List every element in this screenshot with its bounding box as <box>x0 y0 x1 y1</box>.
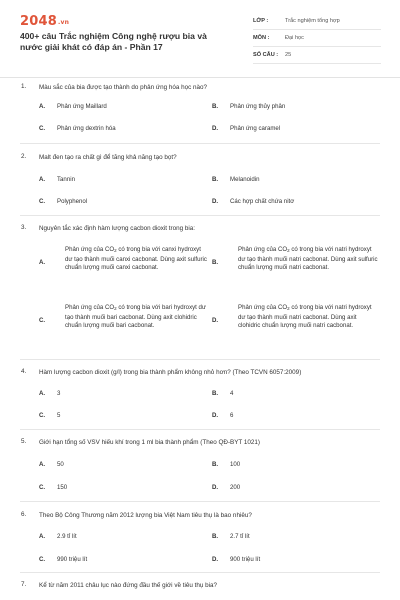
option-text: 4 <box>230 390 234 397</box>
header-divider <box>0 77 400 78</box>
option-text: Phản ứng của $CO_2$ có trong bia với bari hydroxyt dư tạo thành muối bari cacbonat. Dùng axit clohidric chuẩn lượng muối bari cacbonat. <box>65 304 207 330</box>
option-text: Phản ứng của $CO_2$ có trong bia với natri hydroxyt dư tạo thành muối natri cacbonat. Dùng axit sulfuric chuẩn lượng muối natri cacbonat. <box>238 246 378 272</box>
option-text: 900 triệu lít <box>230 556 261 563</box>
question-text: Theo Bộ Công Thương năm 2012 lượng bia Việt Nam tiêu thụ là bao nhiêu? <box>39 512 252 519</box>
option-text: Phản ứng thủy phân <box>230 103 286 110</box>
option-text: 200 <box>230 484 241 491</box>
option-letter: B. <box>212 461 219 468</box>
question-text: Hàm lượng cacbon dioxit (g/l) trong bia thành phẩm không nhỏ hơn? (Theo TCVN 6057:2009) <box>39 369 302 376</box>
option-text: 2.7 tỉ lít <box>230 533 250 540</box>
option-letter: C. <box>39 198 46 205</box>
logo-main: 2048 <box>20 14 57 29</box>
meta-row-subject <box>253 30 381 47</box>
option-text: 2.9 tỉ lít <box>57 533 77 540</box>
option-text: 100 <box>230 461 241 468</box>
option-text: 5 <box>57 412 61 419</box>
question-text: Nguyên tắc xác định hàm lượng cacbon dioxit trong bia: <box>39 225 196 232</box>
option-text: Tannin <box>57 176 75 183</box>
question-divider <box>20 501 380 502</box>
question-text: Malt đen tạo ra chất gì để tăng khả năng tạo bọt? <box>39 154 177 161</box>
meta-value: Đại học <box>285 35 304 41</box>
option-letter: C. <box>39 317 46 324</box>
option-text: Phản ứng của $CO_2$ có trong bia với natri hydroxyt dư tạo thành muối natri cacbonat. Dùng axit clohidric chuẩn lượng muối natri cacbonat. <box>238 304 372 330</box>
question-number: 7. <box>21 581 27 588</box>
meta-row-class <box>253 13 381 30</box>
meta-label: SỐ CÂU : <box>253 52 279 58</box>
option-letter: A. <box>39 176 46 183</box>
option-letter: B. <box>212 259 219 266</box>
option-letter: C. <box>39 556 46 563</box>
question-text: Màu sắc của bia được tạo thành do phản ứng hóa học nào? <box>39 84 208 91</box>
logo-tld: .vn <box>57 19 70 26</box>
site-logo[interactable] <box>20 14 69 29</box>
option-letter: C. <box>39 125 46 132</box>
option-text: Polyphenol <box>57 198 88 205</box>
document-meta <box>253 13 381 64</box>
option-letter: B. <box>212 176 219 183</box>
option-letter: A. <box>39 390 46 397</box>
option-letter: A. <box>39 103 46 110</box>
meta-value: 25 <box>285 52 292 58</box>
question-number: 5. <box>21 438 27 445</box>
question-divider <box>20 215 380 216</box>
question-number: 1. <box>21 83 27 90</box>
document-header <box>0 0 400 78</box>
meta-row-count <box>253 47 381 64</box>
meta-label: MÔN : <box>253 35 270 41</box>
option-letter: B. <box>212 390 219 397</box>
option-letter: A. <box>39 533 46 540</box>
option-text: Các hợp chất chứa nitơ <box>230 198 295 205</box>
option-text: 50 <box>57 461 64 468</box>
question-number: 3. <box>21 224 27 231</box>
option-letter: B. <box>212 533 219 540</box>
option-letter: C. <box>39 484 46 491</box>
option-text: 3 <box>57 390 61 397</box>
meta-label: LỚP : <box>253 18 269 24</box>
question-number: 6. <box>21 511 27 518</box>
question-number: 4. <box>21 368 27 375</box>
document-title: 400+ câu Trắc nghiệm Công nghệ rượu bia và nước giải khát có đáp án - Phần 17 <box>20 31 207 52</box>
option-letter: D. <box>212 556 219 563</box>
option-letter: B. <box>212 103 219 110</box>
option-text: Phản ứng Maillard <box>57 103 107 110</box>
question-divider <box>20 359 380 360</box>
option-text: 990 triệu lít <box>57 556 88 563</box>
question-divider <box>20 143 380 144</box>
question-number: 2. <box>21 153 27 160</box>
option-letter: D. <box>212 125 219 132</box>
option-letter: C. <box>39 412 46 419</box>
question-text: Kể từ năm 2011 châu lục nào đứng đầu thế giới về tiêu thụ bia? <box>39 582 218 589</box>
option-text: 6 <box>230 412 234 419</box>
option-letter: D. <box>212 484 219 491</box>
option-letter: D. <box>212 412 219 419</box>
question-divider <box>20 429 380 430</box>
option-text: 150 <box>57 484 68 491</box>
question-text: Giới hạn tổng số VSV hiếu khí trong 1 ml bia thành phẩm (Theo QĐ-BYT 1021) <box>39 439 261 446</box>
meta-value: Trắc nghiệm tổng hợp <box>285 18 340 24</box>
option-letter: A. <box>39 461 46 468</box>
option-letter: A. <box>39 259 46 266</box>
option-text: Phản ứng của $CO_2$ có trong bia với canxi hydroxyt dư tạo thành muối canxi cacbonat. Dùng axit sulfuric chuẩn lượng muối canxi cacbonat. <box>65 246 207 272</box>
option-text: Melanoidin <box>230 176 260 183</box>
question-divider <box>20 572 380 573</box>
option-text: Phản ứng dextrin hóa <box>57 125 116 132</box>
option-letter: D. <box>212 198 219 205</box>
option-text: Phản ứng caramel <box>230 125 281 132</box>
option-letter: D. <box>212 317 219 324</box>
